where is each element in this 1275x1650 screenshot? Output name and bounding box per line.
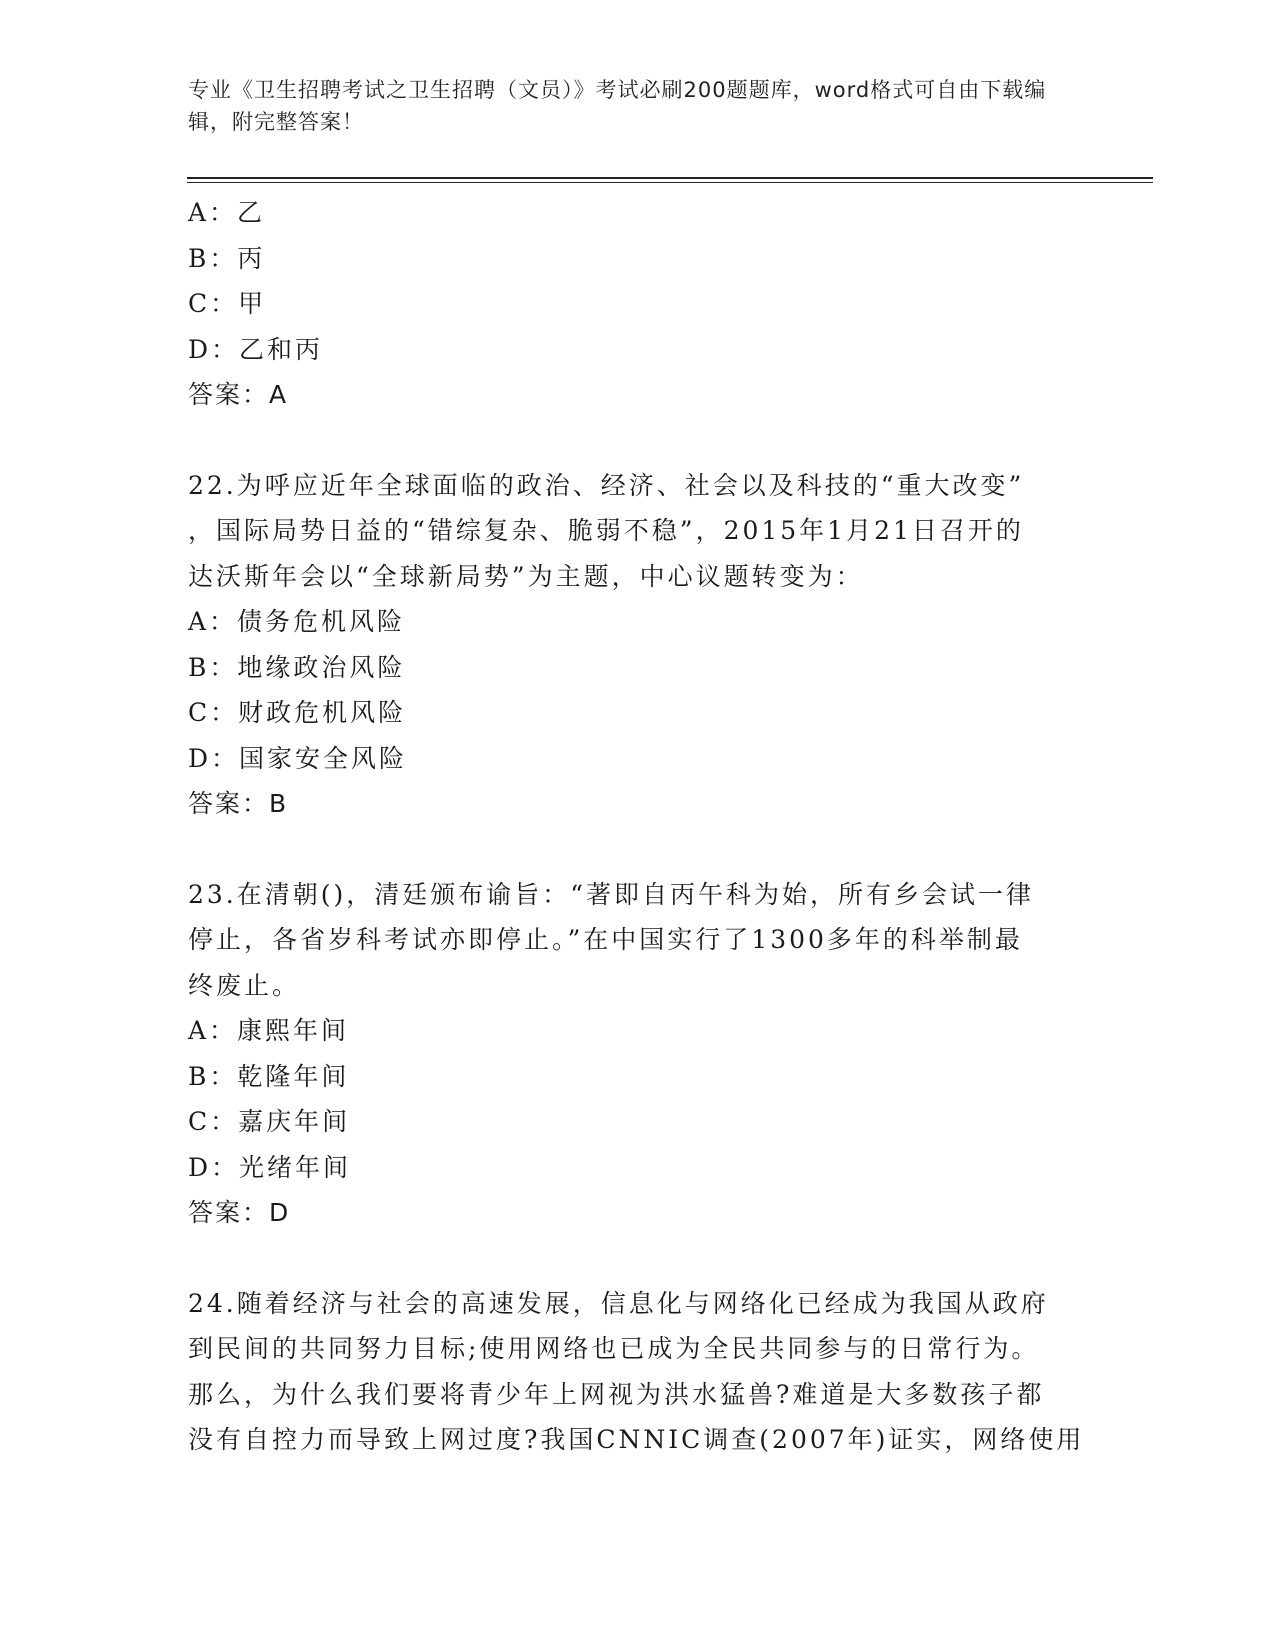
option-c: C：甲 [188,289,267,318]
option-b: B：乾隆年间 [188,1061,350,1091]
question-text-line: 23.在清朝()，清廷颁布谕旨：“著即自丙午科为始，所有乡会试一律 [188,879,1035,909]
question-text-line: 达沃斯年会以“全球新局势”为主题，中心议题转变为： [188,561,864,591]
option-a: A：康熙年间 [188,1016,350,1045]
question-22 [188,463,1088,827]
header-rule [187,177,1153,179]
question-text-line: 22.为呼应近年全球面临的政治、经济、社会以及科技的“重大改变” [188,470,1025,500]
question-text-line: 到民间的共同努力目标;使用网络也已成为全民共同参与的日常行为。 [188,1334,1040,1363]
answer: 答案：B [188,789,289,818]
question-21-tail [188,190,1088,418]
option-d: D：乙和丙 [188,334,324,364]
question-text-line: 24.随着经济与社会的高速发展，信息化与网络化已经成为我国从政府 [188,1288,1049,1318]
answer: 答案：A [188,380,289,409]
question-text-line: 那么，为什么我们要将青少年上网视为洪水猛兽?难道是大多数孩子都 [188,1379,1045,1409]
question-text-line: 停止，各省岁科考试亦即停止。”在中国实行了1300多年的科举制最 [188,925,1023,954]
option-b: B：丙 [188,243,266,273]
option-d: D：光绪年间 [188,1152,352,1182]
question-text-line: 没有自控力而导致上网过度?我国CNNIC调查(2007年)证实，网络使用 [188,1425,1085,1454]
question-24 [188,1281,1088,1463]
question-text-line: ，国际局势日益的“错综复杂、脆弱不稳”，2015年1月21日召开的 [188,516,1024,545]
question-text-line: 终废止。 [188,970,301,1000]
answer: 答案：D [188,1198,291,1227]
option-c: C：财政危机风险 [188,698,407,727]
document-body [188,190,1088,1463]
option-a: A：乙 [188,198,266,227]
option-b: B：地缘政治风险 [188,652,406,682]
option-d: D：国家安全风险 [188,743,408,773]
question-23 [188,872,1088,1236]
page-header: 专业《卫生招聘考试之卫生招聘（文员）》考试必刷200题题库，word格式可自由下载编辑，附完整答案！ [188,78,1047,134]
option-a: A：债务危机风险 [188,607,406,636]
header-rule-thin [187,182,1153,183]
option-c: C：嘉庆年间 [188,1107,351,1136]
